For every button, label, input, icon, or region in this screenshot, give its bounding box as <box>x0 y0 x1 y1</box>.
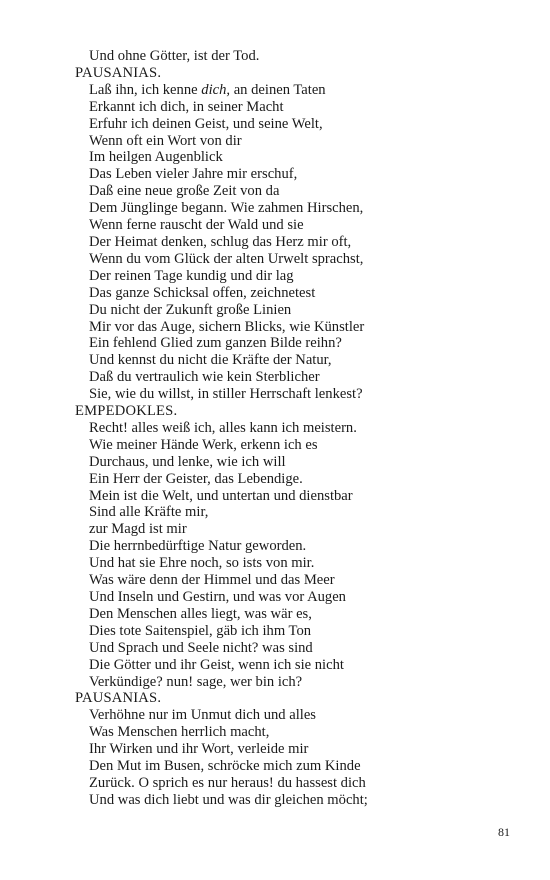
verse-line: Und ohne Götter, ist der Tod. <box>89 48 260 64</box>
verse-line: Das Leben vieler Jahre mir erschuf, <box>89 166 298 183</box>
verse-line: Erkannt ich dich, in seiner Macht <box>89 98 284 115</box>
speaker-name: EMPEDOKLES. <box>75 403 178 420</box>
verse-line: Wie meiner Hände Werk, erkenn ich es <box>89 436 318 453</box>
verse-line: Dem Jünglinge begann. Wie zahmen Hirschen, <box>89 200 364 217</box>
verse-line: Ihr Wirken und ihr Wort, verleide mir <box>89 741 309 758</box>
verse-line: Den Mut im Busen, schröcke mich zum Kinde <box>89 758 361 775</box>
page-number: 81 <box>498 825 510 839</box>
speaker-name: PAUSANIAS. <box>75 690 162 707</box>
verse-line: Recht! alles weiß ich, alles kann ich meistern. <box>89 419 357 436</box>
verse-line: Verhöhne nur im Unmut dich und alles <box>89 707 316 724</box>
verse-line: Den Menschen alles liegt, was wär es, <box>89 605 312 622</box>
verse-line-segment: Laß ihn, ich kenne <box>89 81 202 98</box>
verse-line: Erfuhr ich deinen Geist, und seine Welt, <box>89 115 323 132</box>
verse-line: Dies tote Saitenspiel, gäb ich ihm Ton <box>89 622 312 639</box>
verse-line: Sie, wie du willst, in stiller Herrschaft lenkest? <box>89 386 363 403</box>
verse-line: Durchaus, und lenke, wie ich will <box>89 453 286 470</box>
verse-line: Mir vor das Auge, sichern Blicks, wie Künstler <box>89 318 365 335</box>
verse-line: Und Inseln und Gestirn, und was vor Augen <box>89 589 346 605</box>
verse-line: Und hat sie Ehre noch, so ists von mir. <box>89 555 315 572</box>
verse-line: Der reinen Tage kundig und dir lag <box>89 267 294 284</box>
verse-line: Die herrnbedürftige Natur geworden. <box>89 538 307 555</box>
verse-text-block <box>75 48 515 809</box>
verse-line: Sind alle Kräfte mir, <box>89 504 209 521</box>
verse-line: Ein Herr der Geister, das Lebendige. <box>89 470 303 487</box>
verse-line: Was wäre denn der Himmel und das Meer <box>89 572 335 589</box>
verse-line: Mein ist die Welt, und untertan und dienstbar <box>89 487 353 504</box>
verse-line: zur Magd ist mir <box>89 521 187 538</box>
verse-line: Wenn ferne rauscht der Wald und sie <box>89 217 304 234</box>
verse-line: Was Menschen herrlich macht, <box>89 724 270 741</box>
verse-line: Und was dich liebt und was dir gleichen möcht; <box>89 791 368 808</box>
verse-line: Der Heimat denken, schlug das Herz mir oft, <box>89 233 352 250</box>
speaker-name: PAUSANIAS. <box>75 64 162 81</box>
verse-line: Du nicht der Zukunft große Linien <box>89 301 292 318</box>
verse-line: Im heilgen Augenblick <box>89 149 223 166</box>
verse-line: Wenn du vom Glück der alten Urwelt sprachst, <box>89 250 364 267</box>
verse-line-emphasis: dich, <box>201 81 231 98</box>
verse-line: Daß eine neue große Zeit von da <box>89 183 280 200</box>
verse-line: Die Götter und ihr Geist, wenn ich sie nicht <box>89 656 344 673</box>
verse-line <box>75 82 515 99</box>
verse-line: Und kennst du nicht die Kräfte der Natur, <box>89 352 332 369</box>
verse-line: Wenn oft ein Wort von dir <box>89 132 242 149</box>
verse-line: Ein fehlend Glied zum ganzen Bilde reihn? <box>89 335 342 352</box>
verse-line-segment: an deinen Taten <box>230 81 326 98</box>
verse-line: Das ganze Schicksal offen, zeichnetest <box>89 284 316 301</box>
verse-line: Und Sprach und Seele nicht? was sind <box>89 639 313 656</box>
verse-line: Verkündige? nun! sage, wer bin ich? <box>89 673 303 690</box>
verse-line: Zurück. O sprich es nur heraus! du hassest dich <box>89 774 366 791</box>
verse-line: Daß du vertraulich wie kein Sterblicher <box>89 369 320 386</box>
